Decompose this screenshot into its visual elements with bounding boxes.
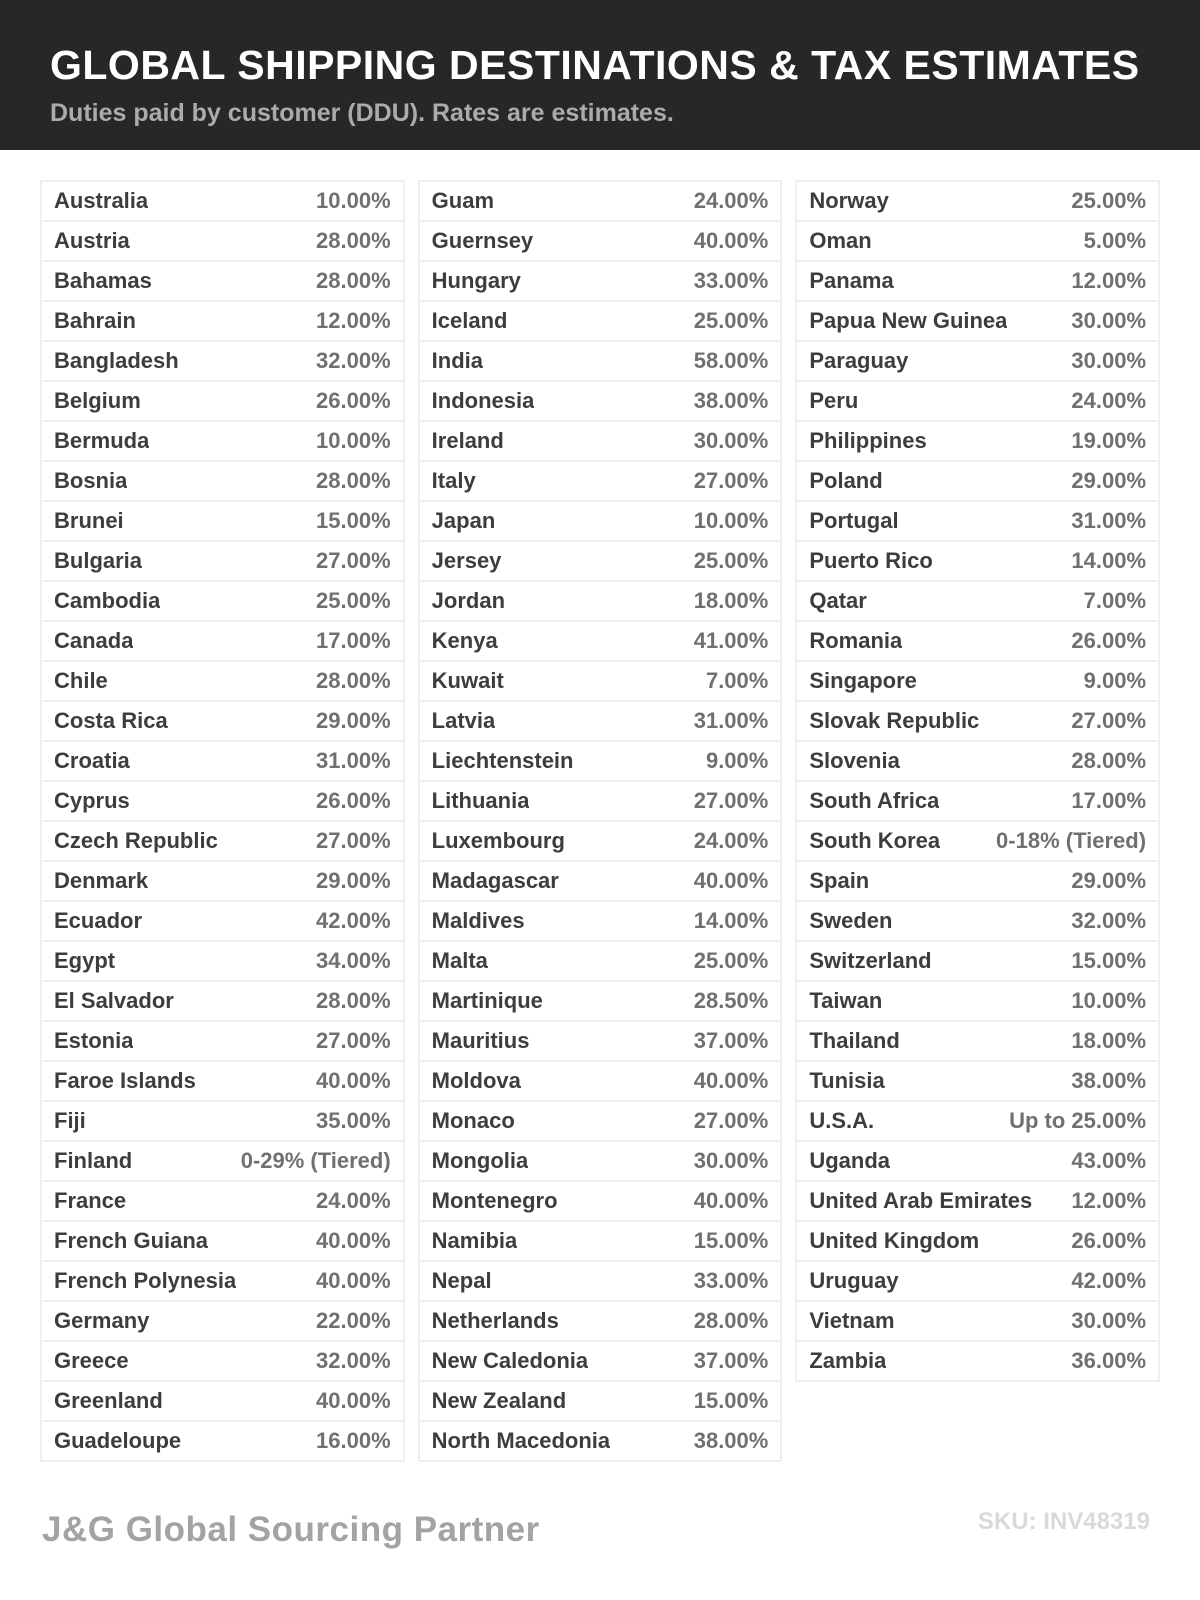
tax-rate: 30.00% [1071, 308, 1147, 333]
tax-rate: 27.00% [316, 828, 391, 853]
table-column-1 [40, 180, 405, 1462]
tax-rate: 24.00% [1071, 388, 1147, 413]
table-row [42, 302, 403, 342]
country-name: Romania [809, 628, 903, 653]
country-name: Philippines [809, 428, 927, 453]
table-row [420, 702, 781, 742]
country-name: French Guiana [54, 1228, 209, 1253]
table-row [420, 302, 781, 342]
table-row [42, 462, 403, 502]
tax-rate: 7.00% [1083, 588, 1147, 613]
table-row [797, 782, 1158, 822]
tax-rate: 27.00% [693, 468, 769, 493]
tax-rate: 35.00% [316, 1108, 391, 1133]
table-row [797, 982, 1158, 1022]
tax-rate: 25.00% [693, 308, 769, 333]
tax-rate: 9.00% [705, 748, 769, 773]
tax-rate: 10.00% [1071, 988, 1147, 1013]
country-name: North Macedonia [431, 1428, 611, 1453]
country-name: Egypt [54, 948, 116, 973]
table-row [42, 262, 403, 302]
tax-rate: 40.00% [316, 1268, 391, 1293]
country-name: Canada [54, 628, 134, 653]
country-name: Greece [54, 1348, 129, 1373]
table-row [797, 942, 1158, 982]
tax-rate-tables [0, 180, 1200, 1462]
country-name: New Caledonia [431, 1348, 589, 1373]
country-name: Papua New Guinea [809, 308, 1008, 333]
table-row [42, 742, 403, 782]
country-name: Hungary [431, 268, 521, 293]
tax-rate: 31.00% [316, 748, 391, 773]
country-name: Slovak Republic [809, 708, 980, 733]
tax-rate: 24.00% [693, 828, 769, 853]
tax-rate: 18.00% [693, 588, 769, 613]
tax-rate: 17.00% [316, 628, 391, 653]
tax-rate: 33.00% [693, 268, 769, 293]
country-name: Lithuania [431, 788, 530, 813]
tax-rate: 28.50% [693, 988, 769, 1013]
table-row [42, 1302, 403, 1342]
table-row [797, 1142, 1158, 1182]
country-name: Slovenia [809, 748, 900, 773]
table-row [420, 462, 781, 502]
table-row [420, 382, 781, 422]
tax-rate: 27.00% [693, 788, 769, 813]
country-name: Finland [54, 1148, 133, 1173]
table-row [797, 702, 1158, 742]
tax-rate: 25.00% [693, 548, 769, 573]
country-name: Guam [431, 188, 495, 213]
country-name: Cambodia [54, 588, 161, 613]
table-row [42, 422, 403, 462]
tax-rate: 22.00% [316, 1308, 391, 1333]
tax-rate: 33.00% [693, 1268, 769, 1293]
table-row [420, 542, 781, 582]
page-header [0, 0, 1200, 150]
country-name: Costa Rica [54, 708, 168, 733]
table-row [42, 862, 403, 902]
country-name: Bosnia [54, 468, 128, 493]
table-row [42, 822, 403, 862]
table-row [42, 1382, 403, 1422]
table-row [797, 622, 1158, 662]
tax-rate: 5.00% [1083, 228, 1147, 253]
table-row [797, 182, 1158, 222]
table-row [797, 742, 1158, 782]
tax-rate: 15.00% [1071, 948, 1147, 973]
country-name: Oman [809, 228, 872, 253]
table-row [42, 1342, 403, 1382]
tax-rate: 29.00% [1071, 868, 1147, 893]
table-row [797, 902, 1158, 942]
country-name: Poland [809, 468, 883, 493]
table-row [797, 1102, 1158, 1142]
table-row [42, 702, 403, 742]
country-name: Vietnam [809, 1308, 895, 1333]
tax-rate: 32.00% [316, 1348, 391, 1373]
tax-rate: 10.00% [316, 188, 391, 213]
table-row [42, 582, 403, 622]
table-row [420, 342, 781, 382]
country-name: United Kingdom [809, 1228, 980, 1253]
tax-rate: 30.00% [1071, 348, 1147, 373]
table-row [42, 182, 403, 222]
country-name: Austria [54, 228, 130, 253]
country-name: Estonia [54, 1028, 134, 1053]
country-name: South Africa [809, 788, 940, 813]
country-name: Moldova [431, 1068, 521, 1093]
country-name: Fiji [54, 1108, 86, 1133]
tax-rate: 37.00% [693, 1348, 769, 1373]
table-row [797, 342, 1158, 382]
table-row [420, 1382, 781, 1422]
tax-rate: 42.00% [316, 908, 391, 933]
tax-rate: 25.00% [1071, 188, 1147, 213]
country-name: Greenland [54, 1388, 163, 1413]
table-row [420, 1302, 781, 1342]
tax-rate: 26.00% [316, 788, 391, 813]
country-name: Monaco [431, 1108, 515, 1133]
tax-rate: 40.00% [316, 1228, 391, 1253]
table-row [420, 662, 781, 702]
country-name: Switzerland [809, 948, 932, 973]
table-row [420, 1422, 781, 1462]
table-row [420, 902, 781, 942]
table-row [42, 942, 403, 982]
tax-rate: 7.00% [705, 668, 769, 693]
table-row [420, 1062, 781, 1102]
table-row [797, 222, 1158, 262]
country-name: Sweden [809, 908, 893, 933]
country-name: Thailand [809, 1028, 900, 1053]
country-name: Qatar [809, 588, 867, 613]
table-row [420, 582, 781, 622]
tax-rate: 27.00% [1071, 708, 1147, 733]
table-column-3 [795, 180, 1160, 1382]
country-name: Bulgaria [54, 548, 143, 573]
tax-rate: 26.00% [316, 388, 391, 413]
country-name: Namibia [431, 1228, 518, 1253]
tax-rate: 28.00% [316, 468, 391, 493]
country-name: Australia [54, 188, 149, 213]
table-row [420, 222, 781, 262]
tax-rate: 42.00% [1071, 1268, 1147, 1293]
tax-rate: 15.00% [693, 1388, 769, 1413]
tax-rate: 18.00% [1071, 1028, 1147, 1053]
tax-rate: 40.00% [693, 228, 769, 253]
country-name: Tunisia [809, 1068, 885, 1093]
table-row [420, 622, 781, 662]
table-row [420, 1342, 781, 1382]
table-row [420, 1102, 781, 1142]
table-row [797, 302, 1158, 342]
tax-rate: 24.00% [693, 188, 769, 213]
tax-rate: 30.00% [693, 1148, 769, 1173]
country-name: Uruguay [809, 1268, 899, 1293]
country-name: South Korea [809, 828, 941, 853]
tax-rate: 28.00% [693, 1308, 769, 1333]
country-name: Cyprus [54, 788, 130, 813]
table-row [42, 542, 403, 582]
table-row [42, 982, 403, 1022]
tax-rate: 10.00% [693, 508, 769, 533]
table-row [797, 1062, 1158, 1102]
table-row [420, 862, 781, 902]
country-name: Jersey [431, 548, 502, 573]
country-name: Ecuador [54, 908, 143, 933]
tax-rate: 29.00% [316, 868, 391, 893]
table-row [797, 662, 1158, 702]
table-row [42, 1062, 403, 1102]
tax-rate: 12.00% [1071, 1188, 1147, 1213]
tax-rate: 58.00% [693, 348, 769, 373]
table-row [420, 822, 781, 862]
table-row [420, 1222, 781, 1262]
table-row [42, 382, 403, 422]
table-row [42, 1022, 403, 1062]
tax-rate: 27.00% [316, 548, 391, 573]
tax-rate: 14.00% [693, 908, 769, 933]
tax-rate: 25.00% [693, 948, 769, 973]
table-row [42, 1142, 403, 1182]
table-row [42, 1182, 403, 1222]
country-name: Spain [809, 868, 870, 893]
country-name: Malta [431, 948, 488, 973]
country-name: Ireland [431, 428, 504, 453]
tax-rate: 28.00% [316, 668, 391, 693]
tax-rate: 34.00% [316, 948, 391, 973]
table-row [420, 942, 781, 982]
table-row [420, 182, 781, 222]
table-column-2 [418, 180, 783, 1462]
tax-rate: 32.00% [316, 348, 391, 373]
tax-rate: 41.00% [693, 628, 769, 653]
country-name: Liechtenstein [431, 748, 574, 773]
country-name: Taiwan [809, 988, 883, 1013]
country-name: Netherlands [431, 1308, 559, 1333]
country-name: Montenegro [431, 1188, 558, 1213]
tax-rate: 28.00% [1071, 748, 1147, 773]
table-row [420, 982, 781, 1022]
tax-rate: 30.00% [693, 428, 769, 453]
tax-rate: 38.00% [693, 388, 769, 413]
tax-rate: 27.00% [693, 1108, 769, 1133]
tax-rate: 0-18% (Tiered) [996, 828, 1147, 853]
table-row [42, 782, 403, 822]
tax-rate: 40.00% [693, 1068, 769, 1093]
country-name: Bangladesh [54, 348, 179, 373]
country-name: Peru [809, 388, 859, 413]
tax-rate: 32.00% [1071, 908, 1147, 933]
table-row [797, 1022, 1158, 1062]
tax-rate: 40.00% [693, 1188, 769, 1213]
tax-rate: 15.00% [693, 1228, 769, 1253]
country-name: New Zealand [431, 1388, 567, 1413]
country-name: Japan [431, 508, 496, 533]
table-row [42, 622, 403, 662]
table-row [42, 1422, 403, 1462]
table-row [42, 1222, 403, 1262]
country-name: Mauritius [431, 1028, 530, 1053]
tax-rate: 40.00% [316, 1068, 391, 1093]
country-name: Bahrain [54, 308, 136, 333]
country-name: France [54, 1188, 127, 1213]
tax-rate: 27.00% [316, 1028, 391, 1053]
tax-rate: 15.00% [316, 508, 391, 533]
tax-rate: 10.00% [316, 428, 391, 453]
country-name: Kuwait [431, 668, 504, 693]
country-name: Madagascar [431, 868, 559, 893]
sku-label: SKU: INV48319 [977, 1508, 1150, 1535]
table-row [797, 262, 1158, 302]
table-row [420, 1022, 781, 1062]
table-row [420, 502, 781, 542]
table-row [797, 822, 1158, 862]
tax-rate: 40.00% [693, 868, 769, 893]
tax-rate: 24.00% [316, 1188, 391, 1213]
tax-rate: 0-29% (Tiered) [240, 1148, 391, 1173]
tax-rate: 12.00% [316, 308, 391, 333]
table-row [42, 222, 403, 262]
country-name: Iceland [431, 308, 508, 333]
country-name: Latvia [431, 708, 496, 733]
tax-rate: 36.00% [1071, 1348, 1147, 1373]
country-name: Bahamas [54, 268, 152, 293]
page-title: GLOBAL SHIPPING DESTINATIONS & TAX ESTIMATES [50, 42, 1140, 88]
tax-rate: 37.00% [693, 1028, 769, 1053]
tax-rate: 29.00% [1071, 468, 1147, 493]
country-name: Denmark [54, 868, 149, 893]
table-row [420, 422, 781, 462]
country-name: Brunei [54, 508, 124, 533]
table-row [797, 582, 1158, 622]
country-name: Martinique [431, 988, 543, 1013]
table-row [42, 502, 403, 542]
tax-rate: 29.00% [316, 708, 391, 733]
table-row [797, 462, 1158, 502]
table-row [797, 502, 1158, 542]
country-name: Italy [431, 468, 476, 493]
country-name: Luxembourg [431, 828, 565, 853]
country-name: Portugal [809, 508, 899, 533]
tax-rate: 9.00% [1083, 668, 1147, 693]
brand-name: J&G Global Sourcing Partner [42, 1510, 540, 1549]
country-name: Kenya [431, 628, 498, 653]
tax-rate: 28.00% [316, 988, 391, 1013]
country-name: U.S.A. [809, 1108, 875, 1133]
country-name: Mongolia [431, 1148, 529, 1173]
country-name: Chile [54, 668, 108, 693]
tax-rate: 26.00% [1071, 628, 1147, 653]
table-row [42, 902, 403, 942]
table-row [420, 262, 781, 302]
table-row [797, 422, 1158, 462]
tax-rate: Up to 25.00% [1009, 1108, 1147, 1133]
tax-rate: 31.00% [693, 708, 769, 733]
page-subtitle: Duties paid by customer (DDU). Rates are estimates. [50, 99, 674, 128]
table-row [420, 1142, 781, 1182]
table-row [797, 382, 1158, 422]
country-name: Nepal [431, 1268, 492, 1293]
table-row [42, 1102, 403, 1142]
country-name: Norway [809, 188, 889, 213]
tax-rate: 38.00% [1071, 1068, 1147, 1093]
country-name: French Polynesia [54, 1268, 237, 1293]
tax-rate: 25.00% [316, 588, 391, 613]
tax-rate: 38.00% [693, 1428, 769, 1453]
country-name: Panama [809, 268, 894, 293]
country-name: Belgium [54, 388, 141, 413]
country-name: Paraguay [809, 348, 909, 373]
country-name: Faroe Islands [54, 1068, 196, 1093]
tax-rate: 28.00% [316, 228, 391, 253]
table-row [797, 1342, 1158, 1382]
table-row [420, 742, 781, 782]
tax-rate: 40.00% [316, 1388, 391, 1413]
country-name: Guernsey [431, 228, 534, 253]
table-row [797, 1262, 1158, 1302]
table-row [420, 1262, 781, 1302]
table-row [797, 862, 1158, 902]
country-name: Croatia [54, 748, 130, 773]
country-name: India [431, 348, 484, 373]
country-name: Maldives [431, 908, 525, 933]
country-name: Singapore [809, 668, 917, 693]
country-name: United Arab Emirates [809, 1188, 1033, 1213]
country-name: Puerto Rico [809, 548, 933, 573]
tax-rate: 43.00% [1071, 1148, 1147, 1173]
country-name: El Salvador [54, 988, 174, 1013]
tax-rate: 12.00% [1071, 268, 1147, 293]
country-name: Uganda [809, 1148, 891, 1173]
country-name: Indonesia [431, 388, 535, 413]
table-row [42, 662, 403, 702]
table-row [420, 1182, 781, 1222]
table-row [42, 342, 403, 382]
country-name: Zambia [809, 1348, 887, 1373]
tax-rate: 28.00% [316, 268, 391, 293]
table-row [797, 542, 1158, 582]
table-row [797, 1302, 1158, 1342]
tax-rate: 14.00% [1071, 548, 1147, 573]
table-row [420, 782, 781, 822]
table-row [42, 1262, 403, 1302]
table-row [797, 1182, 1158, 1222]
tax-rate: 30.00% [1071, 1308, 1147, 1333]
country-name: Germany [54, 1308, 150, 1333]
tax-rate: 17.00% [1071, 788, 1147, 813]
tax-rate: 31.00% [1071, 508, 1147, 533]
tax-rate: 16.00% [316, 1428, 391, 1453]
table-row [797, 1222, 1158, 1262]
country-name: Bermuda [54, 428, 150, 453]
country-name: Jordan [431, 588, 506, 613]
tax-rate: 19.00% [1071, 428, 1147, 453]
tax-rate: 26.00% [1071, 1228, 1147, 1253]
country-name: Guadeloupe [54, 1428, 182, 1453]
page-footer [0, 1508, 1200, 1550]
country-name: Czech Republic [54, 828, 218, 853]
